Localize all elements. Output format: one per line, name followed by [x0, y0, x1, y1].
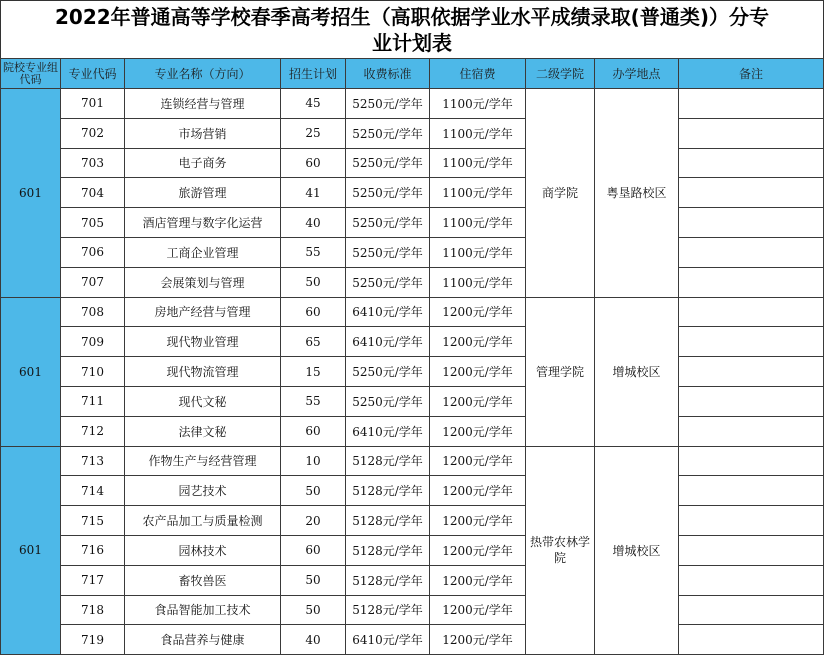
table-row: [1, 625, 824, 655]
lodging-cell: 1200元/学年: [430, 625, 526, 655]
lodging-cell: 1200元/学年: [430, 535, 526, 565]
remarks-cell: [679, 357, 824, 387]
major-name-cell: 作物生产与经营管理: [125, 446, 281, 476]
tuition-cell: 5128元/学年: [346, 535, 430, 565]
lodging-cell: 1200元/学年: [430, 297, 526, 327]
major-name-cell: 法律文秘: [125, 416, 281, 446]
college-cell: 热带农林学院: [526, 446, 595, 655]
enrollment-cell: 40: [281, 208, 346, 238]
lodging-cell: 1100元/学年: [430, 267, 526, 297]
enrollment-cell: 41: [281, 178, 346, 208]
remarks-cell: [679, 237, 824, 267]
remarks-cell: [679, 565, 824, 595]
lodging-cell: 1100元/学年: [430, 178, 526, 208]
group-code-cell: 601: [1, 297, 61, 446]
table-body: [1, 89, 824, 655]
enrollment-cell: 65: [281, 327, 346, 357]
lodging-cell: 1200元/学年: [430, 506, 526, 536]
major-name-cell: 酒店管理与数字化运营: [125, 208, 281, 238]
major-name-cell: 工商企业管理: [125, 237, 281, 267]
remarks-cell: [679, 208, 824, 238]
enrollment-cell: 40: [281, 625, 346, 655]
remarks-cell: [679, 476, 824, 506]
enrollment-cell: 50: [281, 476, 346, 506]
tuition-cell: 5250元/学年: [346, 89, 430, 119]
major-name-cell: 食品智能加工技术: [125, 595, 281, 625]
major-code-cell: 714: [61, 476, 125, 506]
college-cell: 管理学院: [526, 297, 595, 446]
remarks-cell: [679, 446, 824, 476]
header-college: 二级学院: [526, 59, 595, 89]
remarks-cell: [679, 595, 824, 625]
tuition-cell: 5128元/学年: [346, 446, 430, 476]
header-group-code: 院校专业组代码: [1, 59, 61, 89]
header-major-name: 专业名称（方向）: [125, 59, 281, 89]
major-code-cell: 706: [61, 237, 125, 267]
tuition-cell: 6410元/学年: [346, 416, 430, 446]
enrollment-cell: 45: [281, 89, 346, 119]
major-code-cell: 704: [61, 178, 125, 208]
major-name-cell: 现代文秘: [125, 386, 281, 416]
enrollment-cell: 55: [281, 237, 346, 267]
tuition-cell: 5128元/学年: [346, 506, 430, 536]
remarks-cell: [679, 506, 824, 536]
major-code-cell: 701: [61, 89, 125, 119]
table-row: [1, 476, 824, 506]
major-code-cell: 702: [61, 118, 125, 148]
major-code-cell: 709: [61, 327, 125, 357]
tuition-cell: 5250元/学年: [346, 178, 430, 208]
campus-cell: 粤垦路校区: [595, 89, 679, 298]
major-name-cell: 农产品加工与质量检测: [125, 506, 281, 536]
campus-cell: 增城校区: [595, 297, 679, 446]
major-name-cell: 会展策划与管理: [125, 267, 281, 297]
table-row: [1, 297, 824, 327]
table-row: [1, 565, 824, 595]
major-name-cell: 旅游管理: [125, 178, 281, 208]
table-row: [1, 208, 824, 238]
lodging-cell: 1200元/学年: [430, 565, 526, 595]
remarks-cell: [679, 625, 824, 655]
major-name-cell: 园艺技术: [125, 476, 281, 506]
remarks-cell: [679, 386, 824, 416]
enrollment-cell: 60: [281, 416, 346, 446]
tuition-cell: 5250元/学年: [346, 267, 430, 297]
major-code-cell: 712: [61, 416, 125, 446]
page-title: [0, 0, 824, 58]
lodging-cell: 1100元/学年: [430, 208, 526, 238]
enrollment-cell: 25: [281, 118, 346, 148]
major-name-cell: 房地产经营与管理: [125, 297, 281, 327]
major-code-cell: 705: [61, 208, 125, 238]
major-name-cell: 电子商务: [125, 148, 281, 178]
header-remarks: 备注: [679, 59, 824, 89]
major-name-cell: 食品营养与健康: [125, 625, 281, 655]
major-code-cell: 718: [61, 595, 125, 625]
lodging-cell: 1200元/学年: [430, 386, 526, 416]
table-row: [1, 118, 824, 148]
lodging-cell: 1200元/学年: [430, 476, 526, 506]
major-name-cell: 畜牧兽医: [125, 565, 281, 595]
major-code-cell: 710: [61, 357, 125, 387]
group-code-cell: 601: [1, 446, 61, 655]
major-name-cell: 现代物流管理: [125, 357, 281, 387]
enrollment-cell: 50: [281, 595, 346, 625]
table-row: [1, 148, 824, 178]
lodging-cell: 1100元/学年: [430, 148, 526, 178]
enrollment-cell: 60: [281, 297, 346, 327]
lodging-cell: 1200元/学年: [430, 327, 526, 357]
lodging-cell: 1200元/学年: [430, 595, 526, 625]
enrollment-plan-table: [0, 58, 824, 655]
lodging-cell: 1100元/学年: [430, 89, 526, 119]
enrollment-cell: 60: [281, 535, 346, 565]
tuition-cell: 6410元/学年: [346, 297, 430, 327]
college-cell: 商学院: [526, 89, 595, 298]
lodging-cell: 1100元/学年: [430, 118, 526, 148]
remarks-cell: [679, 535, 824, 565]
table-row: [1, 237, 824, 267]
major-code-cell: 717: [61, 565, 125, 595]
lodging-cell: 1200元/学年: [430, 357, 526, 387]
lodging-cell: 1200元/学年: [430, 416, 526, 446]
table-row: [1, 446, 824, 476]
major-name-cell: 市场营销: [125, 118, 281, 148]
remarks-cell: [679, 416, 824, 446]
major-code-cell: 703: [61, 148, 125, 178]
tuition-cell: 5250元/学年: [346, 208, 430, 238]
major-code-cell: 713: [61, 446, 125, 476]
enrollment-cell: 50: [281, 565, 346, 595]
tuition-cell: 5128元/学年: [346, 476, 430, 506]
tuition-cell: 5250元/学年: [346, 357, 430, 387]
enrollment-cell: 10: [281, 446, 346, 476]
title-line-2: 业计划表: [372, 31, 452, 55]
tuition-cell: 5250元/学年: [346, 148, 430, 178]
title-line-1: 2022年普通高等学校春季高考招生（高职依据学业水平成绩录取(普通类)）分专: [55, 5, 769, 29]
tuition-cell: 5128元/学年: [346, 565, 430, 595]
header-campus: 办学地点: [595, 59, 679, 89]
enrollment-cell: 20: [281, 506, 346, 536]
tuition-cell: 5250元/学年: [346, 237, 430, 267]
lodging-cell: 1100元/学年: [430, 237, 526, 267]
major-code-cell: 707: [61, 267, 125, 297]
header-row: [1, 59, 824, 89]
remarks-cell: [679, 178, 824, 208]
table-row: [1, 178, 824, 208]
table-row: [1, 506, 824, 536]
enrollment-cell: 60: [281, 148, 346, 178]
major-code-cell: 715: [61, 506, 125, 536]
major-code-cell: 719: [61, 625, 125, 655]
major-code-cell: 711: [61, 386, 125, 416]
table-row: [1, 357, 824, 387]
enrollment-cell: 50: [281, 267, 346, 297]
group-code-cell: 601: [1, 89, 61, 298]
major-name-cell: 园林技术: [125, 535, 281, 565]
tuition-cell: 6410元/学年: [346, 625, 430, 655]
enrollment-cell: 15: [281, 357, 346, 387]
table-row: [1, 595, 824, 625]
header-major-code: 专业代码: [61, 59, 125, 89]
tuition-cell: 6410元/学年: [346, 327, 430, 357]
enrollment-cell: 55: [281, 386, 346, 416]
remarks-cell: [679, 297, 824, 327]
remarks-cell: [679, 267, 824, 297]
tuition-cell: 5128元/学年: [346, 595, 430, 625]
header-enrollment: 招生计划: [281, 59, 346, 89]
tuition-cell: 5250元/学年: [346, 118, 430, 148]
major-name-cell: 连锁经营与管理: [125, 89, 281, 119]
major-name-cell: 现代物业管理: [125, 327, 281, 357]
remarks-cell: [679, 148, 824, 178]
remarks-cell: [679, 118, 824, 148]
header-lodging: 住宿费: [430, 59, 526, 89]
table-row: [1, 267, 824, 297]
table-row: [1, 89, 824, 119]
major-code-cell: 716: [61, 535, 125, 565]
lodging-cell: 1200元/学年: [430, 446, 526, 476]
campus-cell: 增城校区: [595, 446, 679, 655]
table-row: [1, 327, 824, 357]
remarks-cell: [679, 327, 824, 357]
major-code-cell: 708: [61, 297, 125, 327]
table-row: [1, 535, 824, 565]
table-row: [1, 416, 824, 446]
header-tuition: 收费标准: [346, 59, 430, 89]
tuition-cell: 5250元/学年: [346, 386, 430, 416]
remarks-cell: [679, 89, 824, 119]
table-row: [1, 386, 824, 416]
